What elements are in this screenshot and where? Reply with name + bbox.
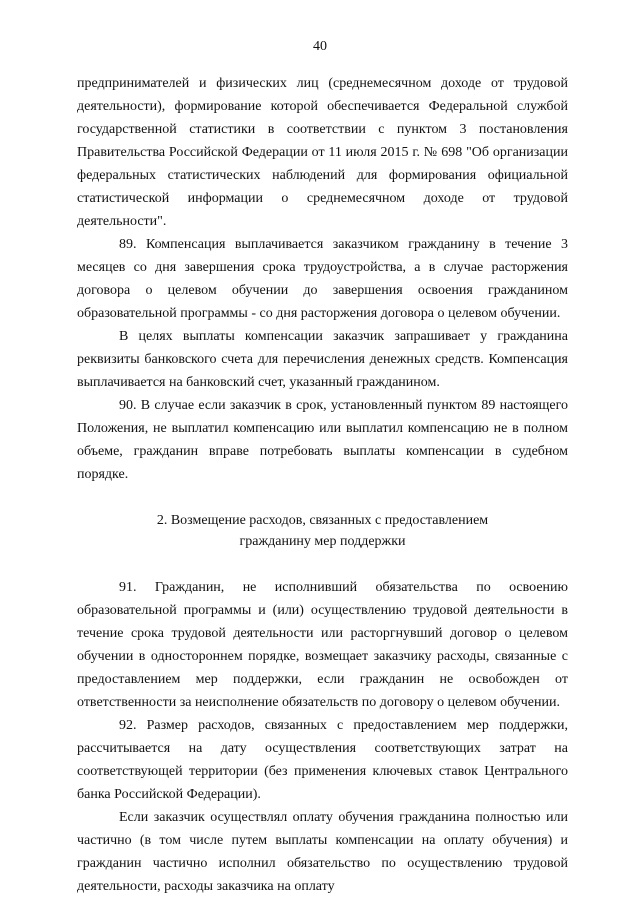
paragraph-92: 92. Размер расходов, связанных с предоставлением мер поддержки, рассчитывается на дату осуществления соответствующих затрат на соответствующей территории (без применения ключевых ставок Центрального банка Российской Федерации). [77,718,568,802]
paragraph-89: 89. Компенсация выплачивается заказчиком гражданину в течение 3 месяцев со дня завершения срока трудоустройства, а в случае расторжения договора о целевом обучении до завершения освоения гражданином образовательной программы - со дня расторжения договора о целевом обучении. [77,237,568,321]
section-heading [77,510,568,552]
paragraph-89-bank-details: В целях выплаты компенсации заказчик запрашивает у гражданина реквизиты банковского счета для перечисления денежных средств. Компенсация выплачивается на банковский счет, указанный гражданином. [77,329,568,390]
paragraph-90: 90. В случае если заказчик в срок, установленный пунктом 89 настоящего Положения, не выплатил компенсацию или выплатил компенсацию не в полном объеме, гражданин вправе потребовать выплаты компенсации в судебном порядке. [77,398,568,482]
paragraph-92-payment: Если заказчик осуществлял оплату обучения гражданина полностью или частично (в том числе путем выплаты компенсации на оплату обучения) и гражданин частично исполнил обязательство по осуществлению трудовой деятельности, расходы заказчика на оплату [77,810,568,894]
section-heading-line-2: гражданину мер поддержки [239,534,406,549]
page-number: 40 [313,39,327,54]
paragraph-91: 91. Гражданин, не исполнивший обязательства по освоению образовательной программы и (или) осуществлению трудовой деятельности в течение срока трудовой деятельности или расторгнувший договор о целевом обучении в одностороннем порядке, возмещает заказчику расходы, связанные с предоставлением мер поддержки, если гражданин не освобожден от ответственности за неисполнение обязательств по договору о целевом обучении. [77,580,568,710]
document-body [77,72,568,898]
section-heading-line-1: 2. Возмещение расходов, связанных с предоставлением [156,513,489,528]
paragraph-continuation: предпринимателей и физических лиц (среднемесячном доходе от трудовой деятельности), формирование которой обеспечивается Федеральной службой государственной статистики в соответствии с пунктом 3 постановления Правительства Российской Федерации от 11 июля 2015 г. № 698 "Об организации федеральных статистических наблюдений для формирования официальной статистической информации о среднемесячном доходе от трудовой деятельности". [77,76,568,229]
